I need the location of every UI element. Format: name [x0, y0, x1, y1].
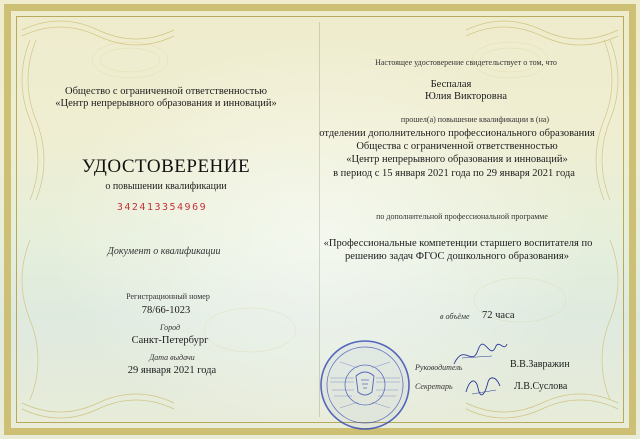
city: Санкт-Петербург	[131, 335, 209, 346]
passed-text: прошел(а) повышение квалификации в (на)	[400, 115, 550, 124]
recipient-surname: Беспалая	[430, 79, 472, 90]
program-line-2: решению задач ФГОС дошкольного образования»	[345, 251, 569, 262]
study-period: в период с 15 января 2021 года по 29 января 2021 года	[333, 168, 575, 179]
head-label: Руководитель	[415, 363, 463, 372]
issue-date-label: Дата выдачи	[149, 353, 195, 362]
program-line-1: «Профессиональные компетенции старшего воспитателя по	[323, 238, 593, 249]
secretary-signature	[462, 370, 506, 400]
program-label: по дополнительной профессиональной программе	[376, 212, 548, 221]
head-name: В.В.Завражин	[510, 359, 570, 370]
volume-label: в объёме	[440, 312, 470, 321]
org-line-2: «Центр непрерывного образования и инноваций»	[55, 98, 277, 109]
place-line-3: «Центр непрерывного образования и инноваций»	[346, 154, 568, 165]
place-line-2: Общества с ограниченной ответственностью	[356, 141, 558, 152]
certificate-title: УДОСТОВЕРЕНИЕ	[81, 156, 251, 177]
volume-hours: 72 часа	[482, 310, 515, 321]
registration-label: Регистрационный номер	[126, 292, 210, 301]
place-line-1: отделении дополнительного профессионального образования	[319, 128, 595, 139]
org-line-1: Общество с ограниченной ответственностью	[64, 86, 268, 97]
registration-number: 78/66-1023	[141, 305, 191, 316]
secretary-label: Секретарь	[415, 382, 453, 391]
intro-text: Настоящее удостоверение свидетельствует о том, что	[375, 58, 557, 67]
issue-date: 29 января 2021 года	[127, 365, 217, 376]
secretary-name: Л.В.Суслова	[514, 381, 568, 392]
serial-number: 342413354969	[116, 202, 208, 213]
certificate-subtitle: о повышении квалификации	[105, 181, 227, 192]
document-type: Документ о квалификации	[107, 246, 221, 257]
official-seal	[318, 338, 412, 432]
city-label: Город	[159, 323, 181, 332]
recipient-name: Юлия Викторовна	[425, 91, 507, 102]
